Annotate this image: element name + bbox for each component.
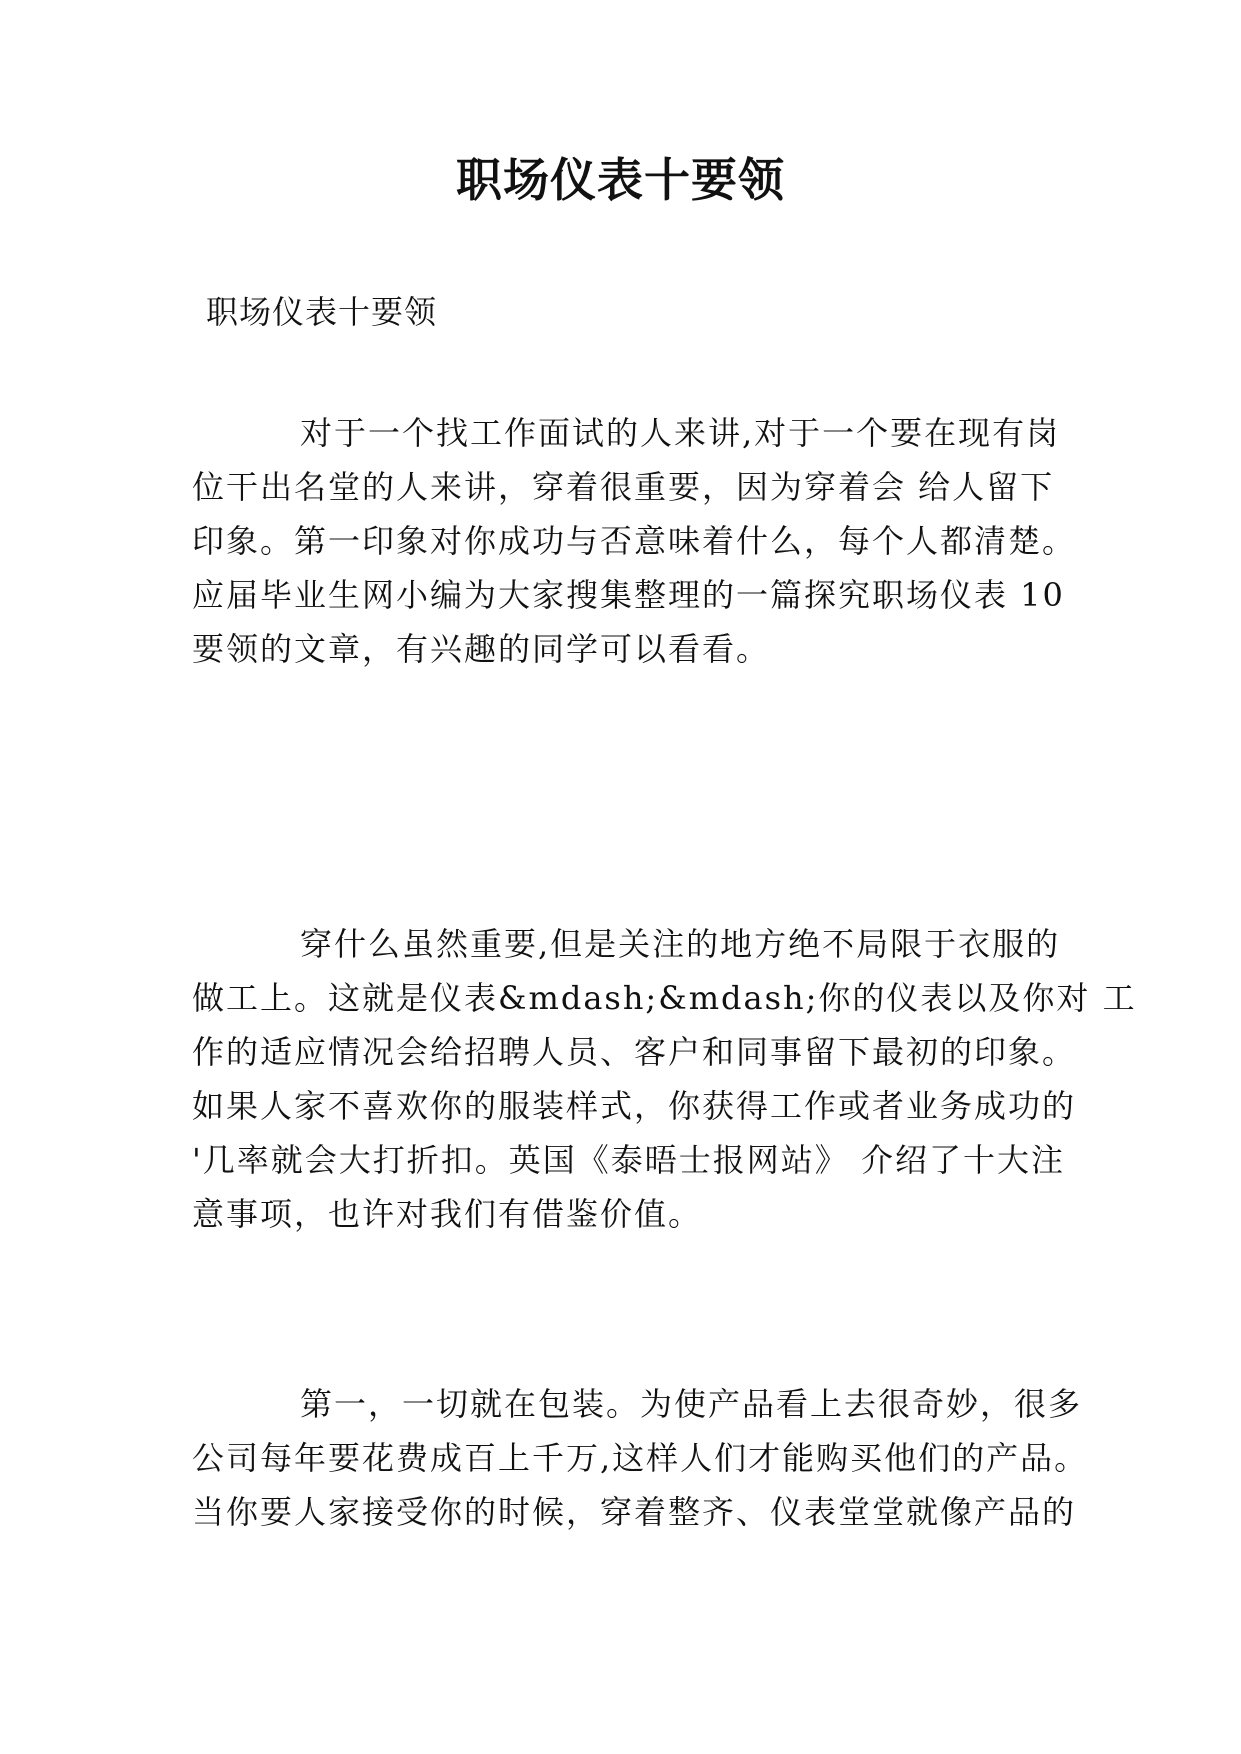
paragraph-line: 印象。第一印象对你成功与否意味着什么，每个人都清楚。 (192, 522, 1077, 560)
paragraph-line: 作的适应情况会给招聘人员、客户和同事留下最初的印象。 (192, 1033, 1077, 1071)
paragraph-intro (192, 406, 1092, 676)
document-subtitle: 职场仪表十要领 (206, 293, 438, 331)
paragraph-line: 如果人家不喜欢你的服装样式，你获得工作或者业务成功的 (192, 1087, 1077, 1125)
paragraph-line: 第一，一切就在包装。为使产品看上去很奇妙，很多 (300, 1385, 1083, 1423)
paragraph-first-point (192, 1377, 1092, 1539)
paragraph-line: 公司每年要花费成百上千万,这样人们才能购买他们的产品。 (192, 1439, 1089, 1477)
paragraph-line: 要领的文章，有兴趣的同学可以看看。 (192, 630, 771, 668)
document-title: 职场仪表十要领 (456, 153, 785, 207)
paragraph-line: 穿什么虽然重要,但是关注的地方绝不局限于衣服的 (300, 925, 1061, 963)
paragraph-appearance (192, 917, 1137, 1241)
paragraph-line: 应届毕业生网小编为大家搜集整理的一篇探究职场仪表 10 (192, 576, 1065, 614)
paragraph-line: 位干出名堂的人来讲，穿着很重要，因为穿着会 给人留下 (192, 468, 1055, 506)
paragraph-line: '几率就会大打折扣。英国《泰晤士报网站》 介绍了十大注 (192, 1141, 1065, 1179)
paragraph-line: 做工上。这就是仪表&mdash;&mdash;你的仪表以及你对 工 (192, 979, 1137, 1017)
paragraph-line: 意事项，也许对我们有借鉴价值。 (192, 1195, 703, 1233)
paragraph-line: 当你要人家接受你的时候，穿着整齐、仪表堂堂就像产品的 (192, 1493, 1077, 1531)
paragraph-line: 对于一个找工作面试的人来讲,对于一个要在现有岗 (300, 414, 1061, 452)
